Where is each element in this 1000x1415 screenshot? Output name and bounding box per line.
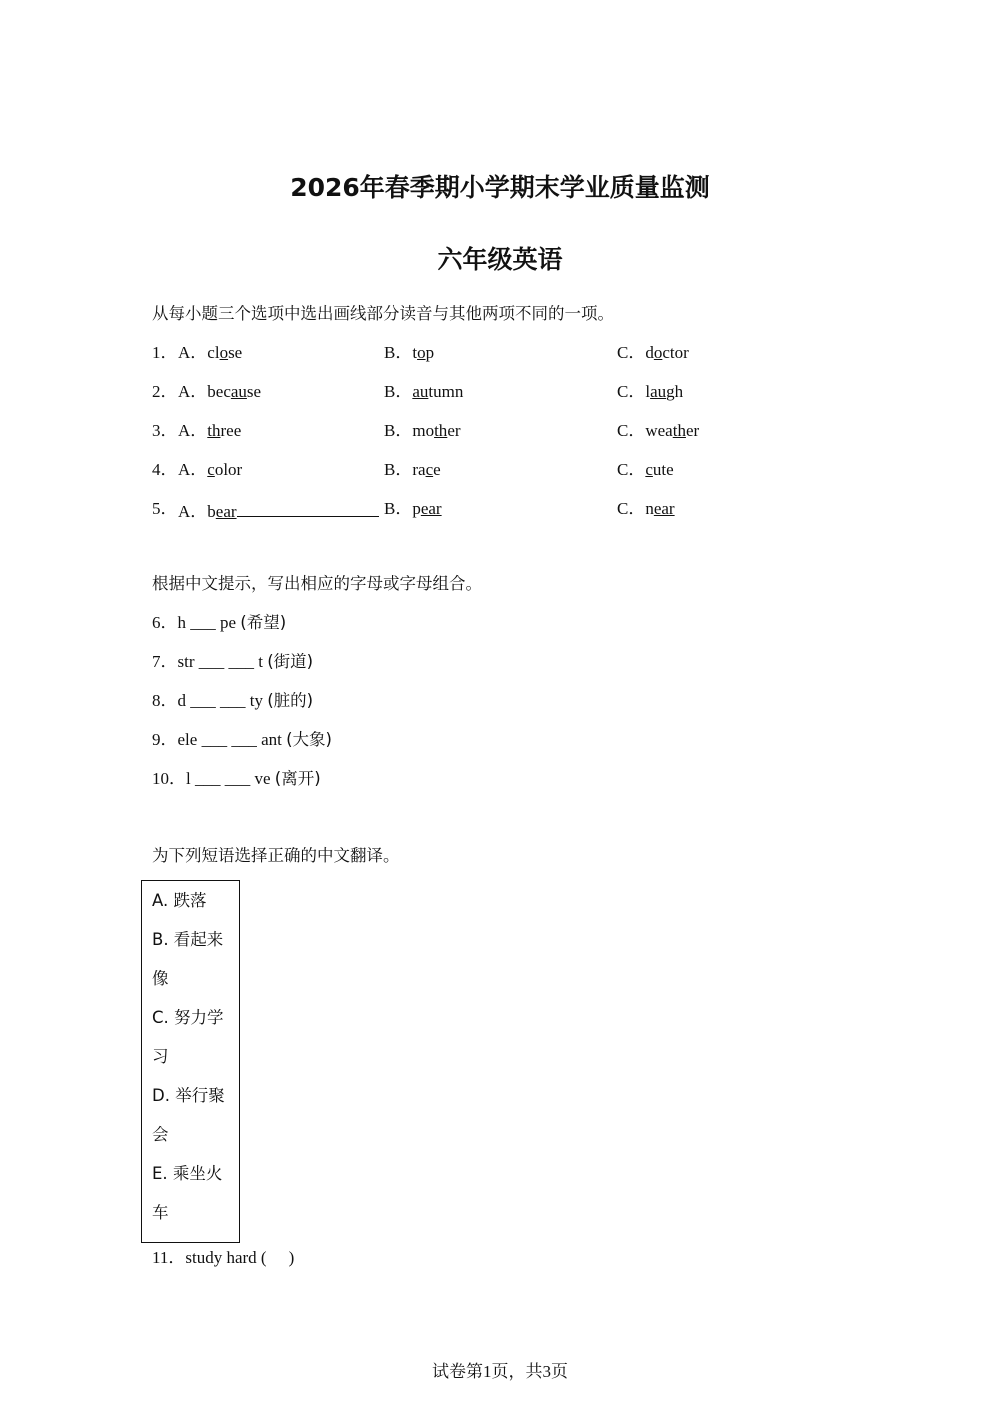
page-footer: 试卷第1页，共3页 xyxy=(432,1362,568,1381)
fill-question[interactable] xyxy=(152,652,313,672)
translation-option: 车 xyxy=(152,1203,169,1222)
word-suffix: ute xyxy=(652,460,674,479)
translation-option: C. 努力学 xyxy=(152,1008,224,1027)
option-b[interactable] xyxy=(384,421,461,441)
word-suffix: tumn xyxy=(428,382,464,401)
option-a[interactable] xyxy=(178,460,242,480)
translation-option: A. 跌落 xyxy=(152,891,207,910)
fill-question[interactable] xyxy=(152,769,321,789)
word-with-blanks: str ___ ___ t xyxy=(177,652,263,671)
underlined-letters: au xyxy=(650,382,667,401)
option-c[interactable] xyxy=(617,343,689,363)
option-a[interactable] xyxy=(178,382,261,402)
word-prefix: ra xyxy=(412,460,426,479)
question-number: 10． xyxy=(152,769,186,788)
question-number: 3． xyxy=(152,421,178,440)
question-number: 4． xyxy=(152,460,178,479)
underlined-letters: o xyxy=(219,343,229,362)
underlined-letters: c xyxy=(425,460,434,479)
word-prefix: bec xyxy=(207,382,231,401)
option-label: A． xyxy=(178,460,208,479)
option-label: B． xyxy=(384,421,413,440)
underlined-letters: o xyxy=(653,343,663,362)
option-label: C． xyxy=(617,460,646,479)
option-c[interactable] xyxy=(617,421,699,441)
word-suffix: ree xyxy=(220,421,242,440)
option-label: B． xyxy=(384,343,413,362)
question-number: 8． xyxy=(152,691,178,710)
word-suffix: se xyxy=(228,343,243,362)
word-prefix: mo xyxy=(412,421,435,440)
question-number: 5． xyxy=(152,499,178,518)
exam-title: 2026年春季期小学期末学业质量监测 xyxy=(290,173,710,202)
word-with-blanks: l ___ ___ ve xyxy=(186,769,271,788)
option-label: C． xyxy=(617,499,646,518)
underlined-letters: au xyxy=(230,382,247,401)
option-label: C． xyxy=(617,343,646,362)
underlined-letters: ear xyxy=(215,502,237,521)
word-prefix: wea xyxy=(645,421,673,440)
option-label: A． xyxy=(178,502,208,521)
option-a[interactable] xyxy=(178,499,379,522)
word-prefix: p xyxy=(412,499,421,518)
exam-subtitle: 六年级英语 xyxy=(437,245,563,274)
chinese-hint: (街道) xyxy=(267,652,314,671)
option-a[interactable] xyxy=(178,343,242,363)
section1-instruction: 从每小题三个选项中选出画线部分读音与其他两项不同的一项。 xyxy=(152,304,614,323)
word-suffix: gh xyxy=(666,382,684,401)
option-b[interactable] xyxy=(384,343,434,363)
answer-line xyxy=(237,499,379,517)
option-b[interactable] xyxy=(384,499,442,519)
translation-option: 像 xyxy=(152,969,169,988)
question-number: 6． xyxy=(152,613,178,632)
option-label: C． xyxy=(617,382,646,401)
translation-option: E. 乘坐火 xyxy=(152,1164,223,1183)
question-number: 9． xyxy=(152,730,178,749)
question-number: 7． xyxy=(152,652,178,671)
question-number: 2． xyxy=(152,382,178,401)
word-with-blanks: ele ___ ___ ant xyxy=(177,730,282,749)
translation-option: 习 xyxy=(152,1047,169,1066)
word-prefix: cl xyxy=(207,343,220,362)
word-with-blanks: h ___ pe xyxy=(177,613,237,632)
option-c[interactable] xyxy=(617,499,675,519)
option-c[interactable] xyxy=(617,460,674,480)
option-c[interactable] xyxy=(617,382,683,402)
option-label: C． xyxy=(617,421,646,440)
chinese-hint: (离开) xyxy=(274,769,321,788)
word-suffix: olor xyxy=(214,460,243,479)
translation-option: B. 看起来 xyxy=(152,930,224,949)
underlined-letters: o xyxy=(417,343,426,362)
question-text: study hard ( xyxy=(185,1248,267,1267)
underlined-letters: c xyxy=(645,460,653,479)
question-close: ) xyxy=(288,1248,295,1267)
underlined-letters: th xyxy=(207,421,221,440)
option-label: A． xyxy=(178,343,208,362)
word-prefix: d xyxy=(645,343,654,362)
fill-question[interactable] xyxy=(152,613,286,633)
word-prefix: b xyxy=(207,502,216,521)
option-b[interactable] xyxy=(384,460,441,480)
underlined-letters: c xyxy=(207,460,215,479)
chinese-hint: (脏的) xyxy=(267,691,314,710)
option-label: A． xyxy=(178,421,208,440)
underlined-letters: ear xyxy=(653,499,675,518)
option-b[interactable] xyxy=(384,382,463,402)
underlined-letters: au xyxy=(412,382,429,401)
fill-question[interactable] xyxy=(152,730,332,750)
word-prefix: t xyxy=(412,343,418,362)
word-suffix: er xyxy=(447,421,461,440)
word-suffix: e xyxy=(433,460,441,479)
question-number: 1． xyxy=(152,343,178,362)
translation-option: D. 举行聚 xyxy=(152,1086,225,1105)
word-suffix: se xyxy=(246,382,262,401)
option-label: B． xyxy=(384,499,413,518)
option-label: B． xyxy=(384,460,413,479)
word-suffix: ctor xyxy=(662,343,689,362)
chinese-hint: (希望) xyxy=(240,613,287,632)
underlined-letters: ear xyxy=(420,499,442,518)
word-suffix: er xyxy=(685,421,700,440)
chinese-hint: (大象) xyxy=(286,730,332,749)
option-label: B． xyxy=(384,382,413,401)
fill-question[interactable] xyxy=(152,691,313,711)
option-label: A． xyxy=(178,382,208,401)
question-number: 11． xyxy=(152,1248,186,1267)
translation-option: 会 xyxy=(152,1125,169,1144)
section2-instruction: 根据中文提示，写出相应的字母或字母组合。 xyxy=(152,574,482,593)
underlined-letters: th xyxy=(672,421,686,440)
section3-instruction: 为下列短语选择正确的中文翻译。 xyxy=(152,846,400,865)
word-with-blanks: d ___ ___ ty xyxy=(177,691,263,710)
option-a[interactable] xyxy=(178,421,241,441)
question-11 xyxy=(152,1248,294,1268)
word-prefix: l xyxy=(645,382,651,401)
word-prefix: n xyxy=(645,499,654,518)
word-suffix: p xyxy=(425,343,435,362)
underlined-letters: th xyxy=(434,421,448,440)
